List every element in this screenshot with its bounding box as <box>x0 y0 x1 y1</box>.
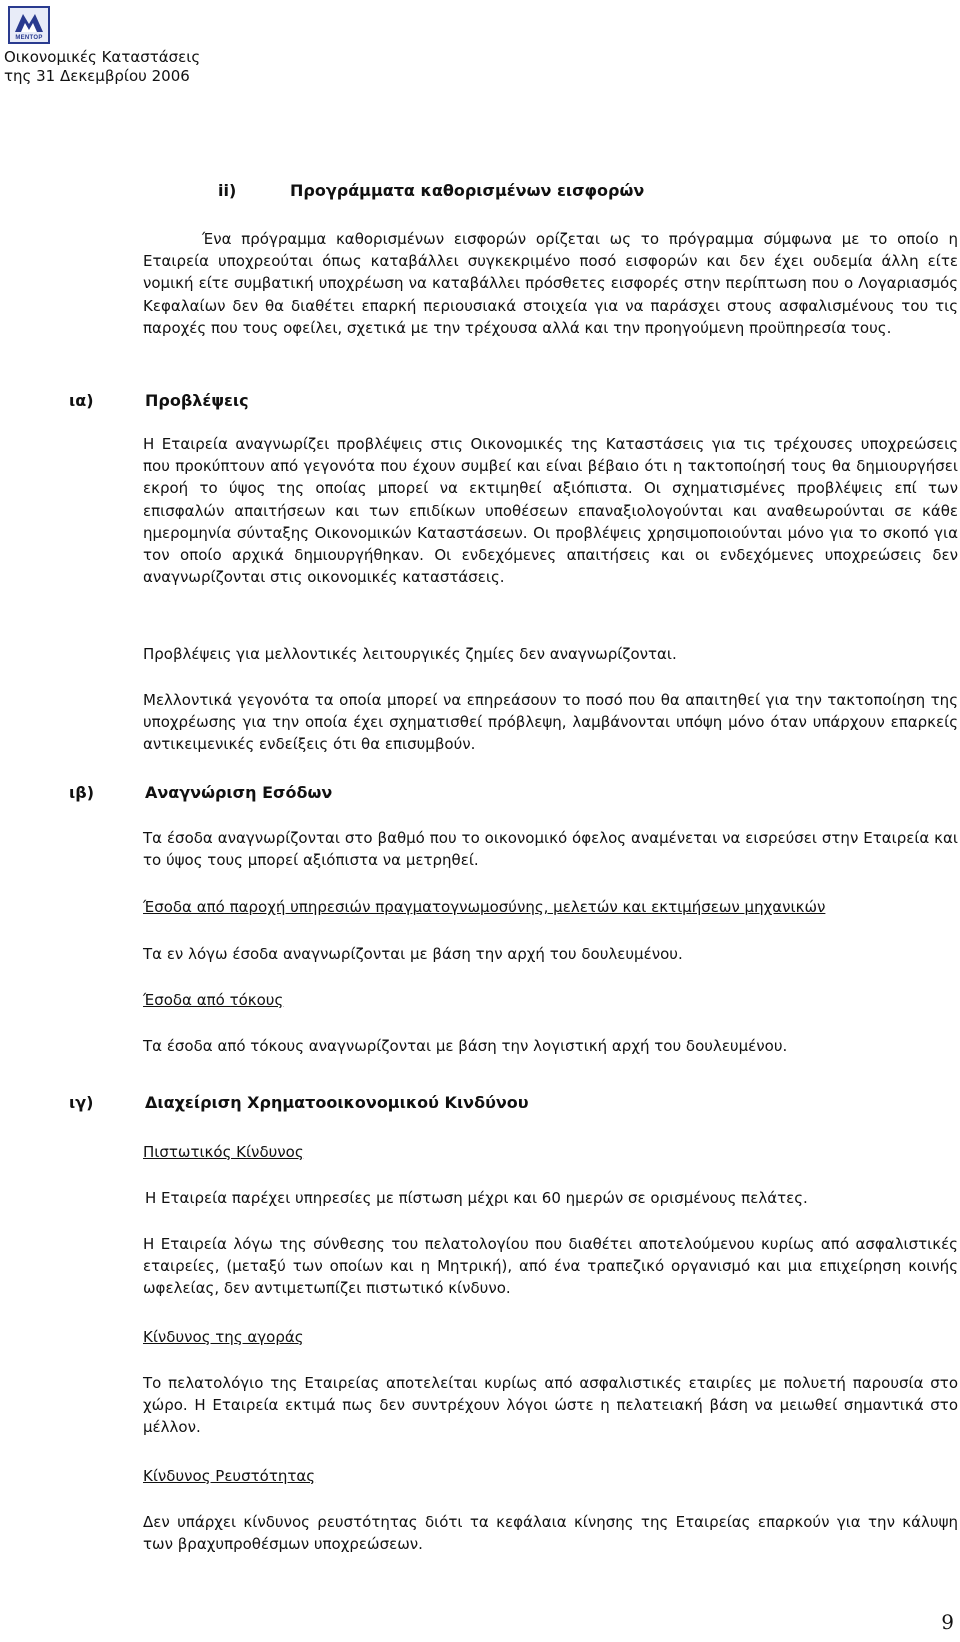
section-ii-number: ii) <box>218 181 237 200</box>
section-ia-title: Προβλέψεις <box>145 391 249 410</box>
market-risk-text: Το πελατολόγιο της Εταιρείας αποτελείται κυρίως από ασφαλιστικές εταιρίες με πολυετή παρουσία στο χώρο. Η Εταιρεία εκτιμά πως δεν συντρέχουν λόγοι ώστε η πελατειακή βάση να μειωθεί σημαντικά στο μέλλον. <box>143 1374 958 1437</box>
interest-revenue-subheading: Έσοδα από τόκους <box>143 991 284 1009</box>
services-revenue-subheading: Έσοδα από παροχή υπηρεσιών πραγματογνωμοσύνης, μελετών και εκτιμήσεων μηχανικών <box>143 898 826 916</box>
document-date: της 31 Δεκεμβρίου 2006 <box>4 67 190 85</box>
logo-text: ΜΕΝΤΟΡ <box>15 35 43 41</box>
section-ii-text: Ένα πρόγραμμα καθορισμένων εισφορών ορίζεται ως το πρόγραμμα σύμφωνα με το οποίο η Εταιρεία υποχρεούται όπως καταβάλλει συγκεκριμένο ποσό εισφορών και δεν έχει ουδεμία άλλη είτε νομική είτε συμβατική υποχρέωση να καταβάλλει πρόσθετες εισφορές στην περίπτωση που ο Λογαριασμός Κεφαλαίων δεν θα διαθέτει επαρκή περιουσιακά στοιχεία για να παράσχει στους ασφαλισμένους του τις παροχές που τους οφείλει, σχετικά με την τρέχουσα αλλά και την προηγούμενη προϋπηρεσία τους. <box>143 230 958 337</box>
section-ii-title: Προγράμματα καθορισμένων εισφορών <box>290 181 645 200</box>
credit-risk-subheading: Πιστωτικός Κίνδυνος <box>143 1143 304 1161</box>
section-ia-paragraph-1: Η Εταιρεία αναγνωρίζει προβλέψεις στις Οικονομικές της Καταστάσεις για τις τρέχουσες υποχρεώσεις που προκύπτουν από γεγονότα που έχουν συμβεί και είναι βέβαιο ότι η τακτοποίησή τους θα δημιουργήσει εκροή το ύψος της οποίας μπορεί να εκτιμηθεί αξιόπιστα. Οι σχηματισμένες προβλέψεις επί των επισφαλών απαιτήσεων και των επιδίκων υποθέσεων επαναξιολογούνται και αναθεωρούνται σε κάθε ημερομηνία σύνταξης Οικονομικών Καταστάσεων. Οι προβλέψεις χρησιμοποιούνται μόνο για το σκοπό για τον οποίο αρχικά δημιουργήθηκαν. Οι ενδεχόμενες απαιτήσεις και οι ενδεχόμενες υποχρεώσεις δεν αναγνωρίζονται στις οικονομικές καταστάσεις. <box>143 435 958 587</box>
page-number: 9 <box>941 1610 954 1634</box>
market-risk-subheading: Κίνδυνος της αγοράς <box>143 1328 304 1346</box>
company-logo <box>8 6 50 44</box>
liquidity-risk-subheading: Κίνδυνος Ρευστότητας <box>143 1467 316 1485</box>
section-ib-title: Αναγνώριση Εσόδων <box>145 783 333 802</box>
section-ib-number: ιβ) <box>69 783 94 802</box>
services-revenue-text: Τα εν λόγω έσοδα αναγνωρίζονται με βάση την αρχή του δουλευμένου. <box>143 945 683 963</box>
document-title: Οικονομικές Καταστάσεις <box>4 48 201 66</box>
credit-risk-paragraph-2: Η Εταιρεία λόγω της σύνθεσης του πελατολογίου που διαθέτει αποτελούμενου κυρίως από ασφαλιστικές εταιρείες, (μεταξύ των οποίων και η Μητρική), από ένα τραπεζικό οργανισμό και μια επιχείρηση κοινής ωφελείας, δεν αντιμετωπίζει πιστωτικό κίνδυνο. <box>143 1235 958 1298</box>
liquidity-risk-text: Δεν υπάρχει κίνδυνος ρευστότητας διότι τα κεφάλαια κίνησης της Εταιρείας επαρκούν για την κάλυψη των βραχυπροθέσμων υποχρεώσεων. <box>143 1513 958 1554</box>
section-ia-paragraph-2: Προβλέψεις για μελλοντικές λειτουργικές ζημίες δεν αναγνωρίζονται. <box>143 645 677 663</box>
section-ia-number: ια) <box>69 391 94 410</box>
section-ig-number: ιγ) <box>69 1093 94 1112</box>
section-ig-title: Διαχείριση Χρηματοοικονομικού Κινδύνου <box>145 1093 529 1112</box>
credit-risk-paragraph-1: Η Εταιρεία παρέχει υπηρεσίες με πίστωση μέχρι και 60 ημερών σε ορισμένους πελάτες. <box>145 1189 808 1207</box>
logo-mark-icon <box>13 10 45 34</box>
section-ib-paragraph-1: Τα έσοδα αναγνωρίζονται στο βαθμό που το οικονομικό όφελος αναμένεται να εισρεύσει στην Εταιρεία και το ύψος τους μπορεί αξιόπιστα να μετρηθεί. <box>143 829 958 870</box>
interest-revenue-text: Τα έσοδα από τόκους αναγνωρίζονται με βάση την λογιστική αρχή του δουλευμένου. <box>143 1037 788 1055</box>
section-ia-paragraph-3: Μελλοντικά γεγονότα τα οποία μπορεί να επηρεάσουν το ποσό που θα απαιτηθεί για την τακτοποίηση της υποχρέωσης για την οποία έχει σχηματισθεί πρόβλεψη, λαμβάνονται υπόψη μόνο όταν υπάρχουν επαρκείς αντικειμενικές ενδείξεις ότι θα επισυμβούν. <box>143 691 958 754</box>
